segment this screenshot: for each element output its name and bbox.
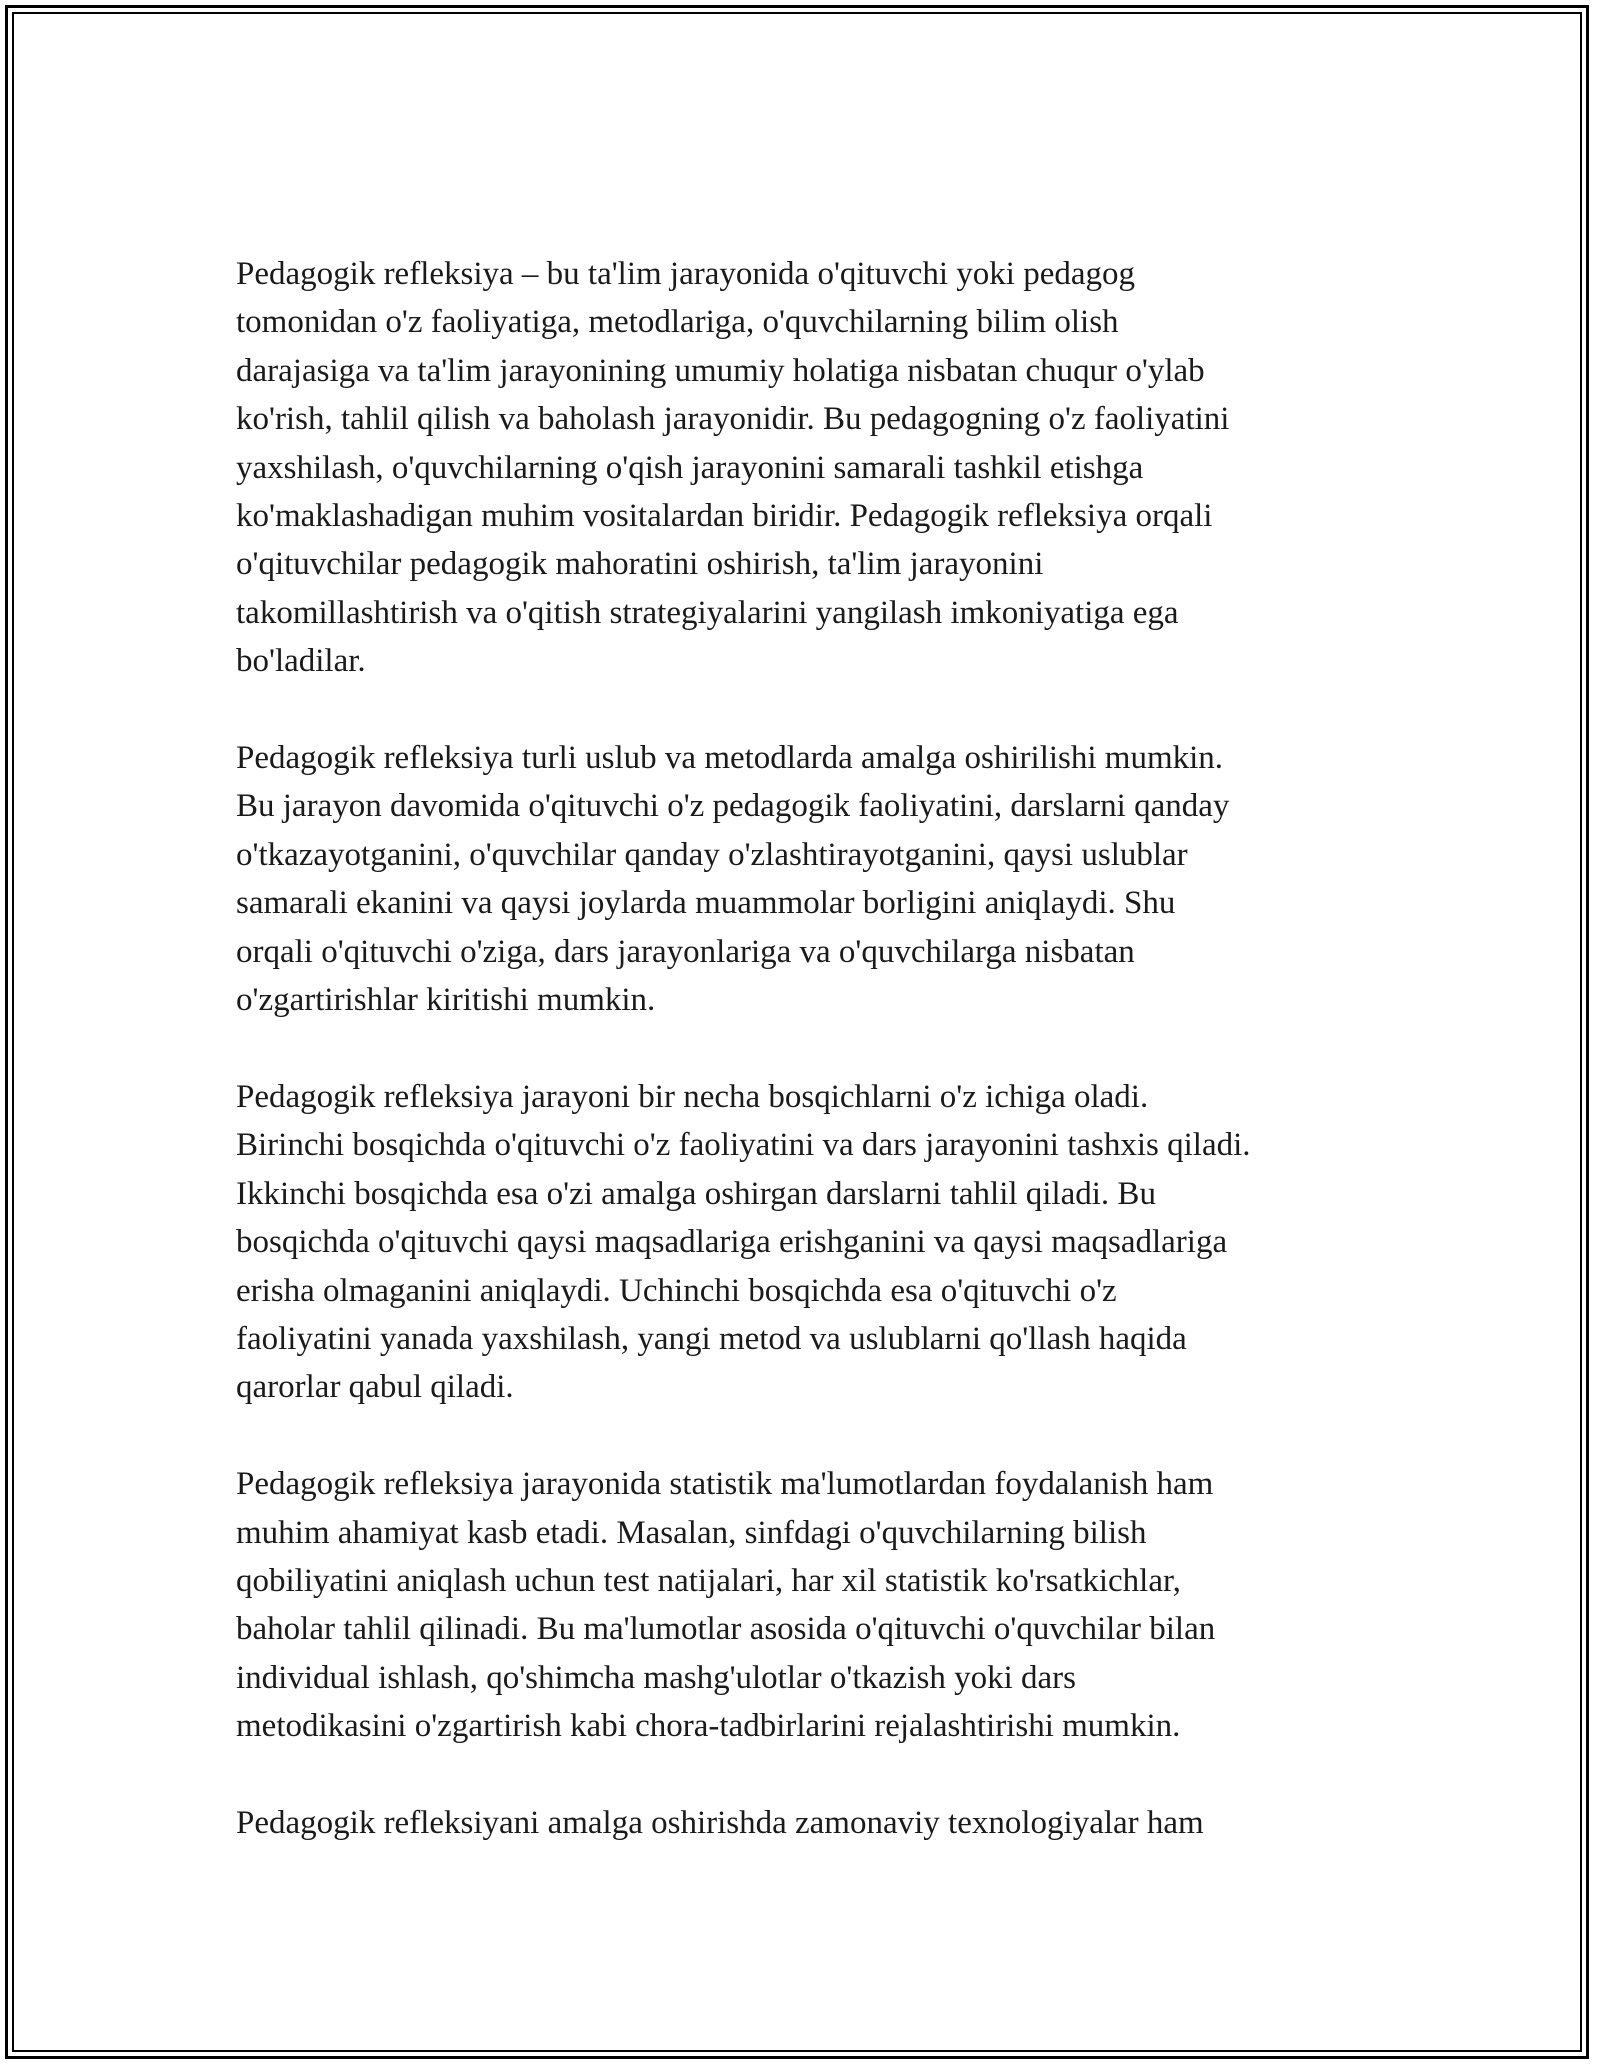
document-body	[236, 250, 1376, 1896]
paragraph: Pedagogik refleksiya turli uslub va metodlarda amalga oshirilishi mumkin. Bu jarayon davomida o'qituvchi o'z pedagogik faoliyatini, darslarni qanday o'tkazayotganini, o'quvchilar qanday o'zlashtirayotganini, qaysi uslublar samarali ekanini va qaysi joylarda muammolar borligini aniqlaydi. Shu orqali o'qituvchi o'ziga, dars jarayonlariga va o'quvchilarga nisbatan o'zgartirishlar kiritishi mumkin.	[236, 740, 1230, 1019]
paragraph: Pedagogik refleksiya – bu ta'lim jarayonida o'qituvchi yoki pedagog tomonidan o'z faoliyatiga, metodlariga, o'quvchilarning bilim olish darajasiga va ta'lim jarayonining umumiy holatiga nisbatan chuqur o'ylab ko'rish, tahlil qilish va baholash jarayonidir. Bu pedagogning o'z faoliyatini yaxshilash, o'quvchilarning o'qish jarayonini samarali tashkil etishga ko'maklashadigan muhim vositalardan biridir. Pedagogik refleksiya orqali o'qituvchilar pedagogik mahoratini oshirish, ta'lim jarayonini takomillashtirish va o'qitish strategiyalarini yangilash imkoniyatiga ega bo'ladilar.	[236, 256, 1230, 680]
paragraph: Pedagogik refleksiyani amalga oshirishda zamonaviy texnologiyalar ham	[236, 1804, 1204, 1841]
paragraph: Pedagogik refleksiya jarayoni bir necha bosqichlarni o'z ichiga oladi. Birinchi bosqichda o'qituvchi o'z faoliyatini va dars jarayonini tashxis qiladi. Ikkinchi bosqichda esa o'zi amalga oshirgan darslarni tahlil qiladi. Bu bosqichda o'qituvchi qaysi maqsadlariga erishganini va qaysi maqsadlariga erisha olmaganini aniqlaydi. Uchinchi bosqichda esa o'qituvchi o'z faoliyatini yanada yaxshilash, yangi metod va uslublarni qo'llash haqida qarorlar qabul qiladi.	[236, 1078, 1251, 1406]
paragraph: Pedagogik refleksiya jarayonida statistik ma'lumotlardan foydalanish ham muhim ahamiyat kasb etadi. Masalan, sinfdagi o'quvchilarning bilish qobiliyatini aniqlash uchun test natijalari, har xil statistik ko'rsatkichlar, baholar tahlil qilinadi. Bu ma'lumotlar asosida o'qituvchi o'quvchilar bilan individual ishlash, qo'shimcha mashg'ulotlar o'tkazish yoki dars metodikasini o'zgartirish kabi chora-tadbirlarini rejalashtirishi mumkin.	[236, 1466, 1216, 1745]
